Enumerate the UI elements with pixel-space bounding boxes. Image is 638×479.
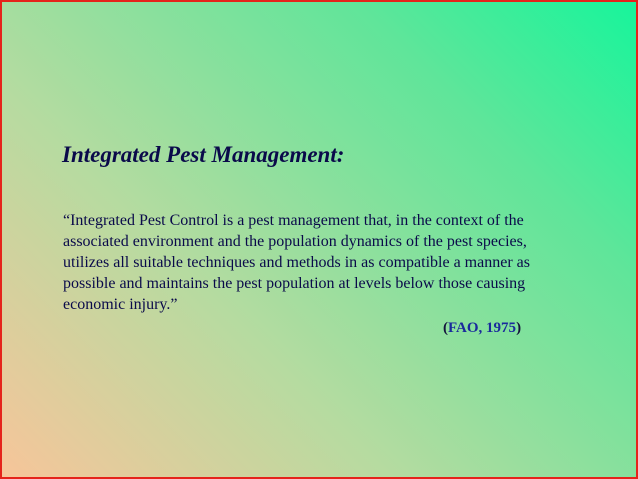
quote-line: economic injury.”	[63, 296, 178, 313]
quote-line: associated environment and the population dynamics of the pest species,	[63, 233, 527, 250]
citation-close-paren: )	[516, 320, 522, 336]
quote-line: utilizes all suitable techniques and methods in as compatible a manner as	[63, 254, 530, 271]
slide-title	[62, 142, 344, 168]
citation	[443, 320, 521, 337]
title-text: Integrated Pest Management	[62, 142, 337, 167]
quote-line: “Integrated Pest Control is a pest management that, in the context of the	[63, 212, 524, 229]
definition-quote	[63, 210, 603, 315]
quote-line: possible and maintains the pest population at levels below those causing	[63, 275, 526, 292]
citation-open-paren: (	[443, 320, 448, 336]
title-colon: :	[336, 142, 345, 167]
citation-text: FAO, 1975	[448, 320, 517, 336]
